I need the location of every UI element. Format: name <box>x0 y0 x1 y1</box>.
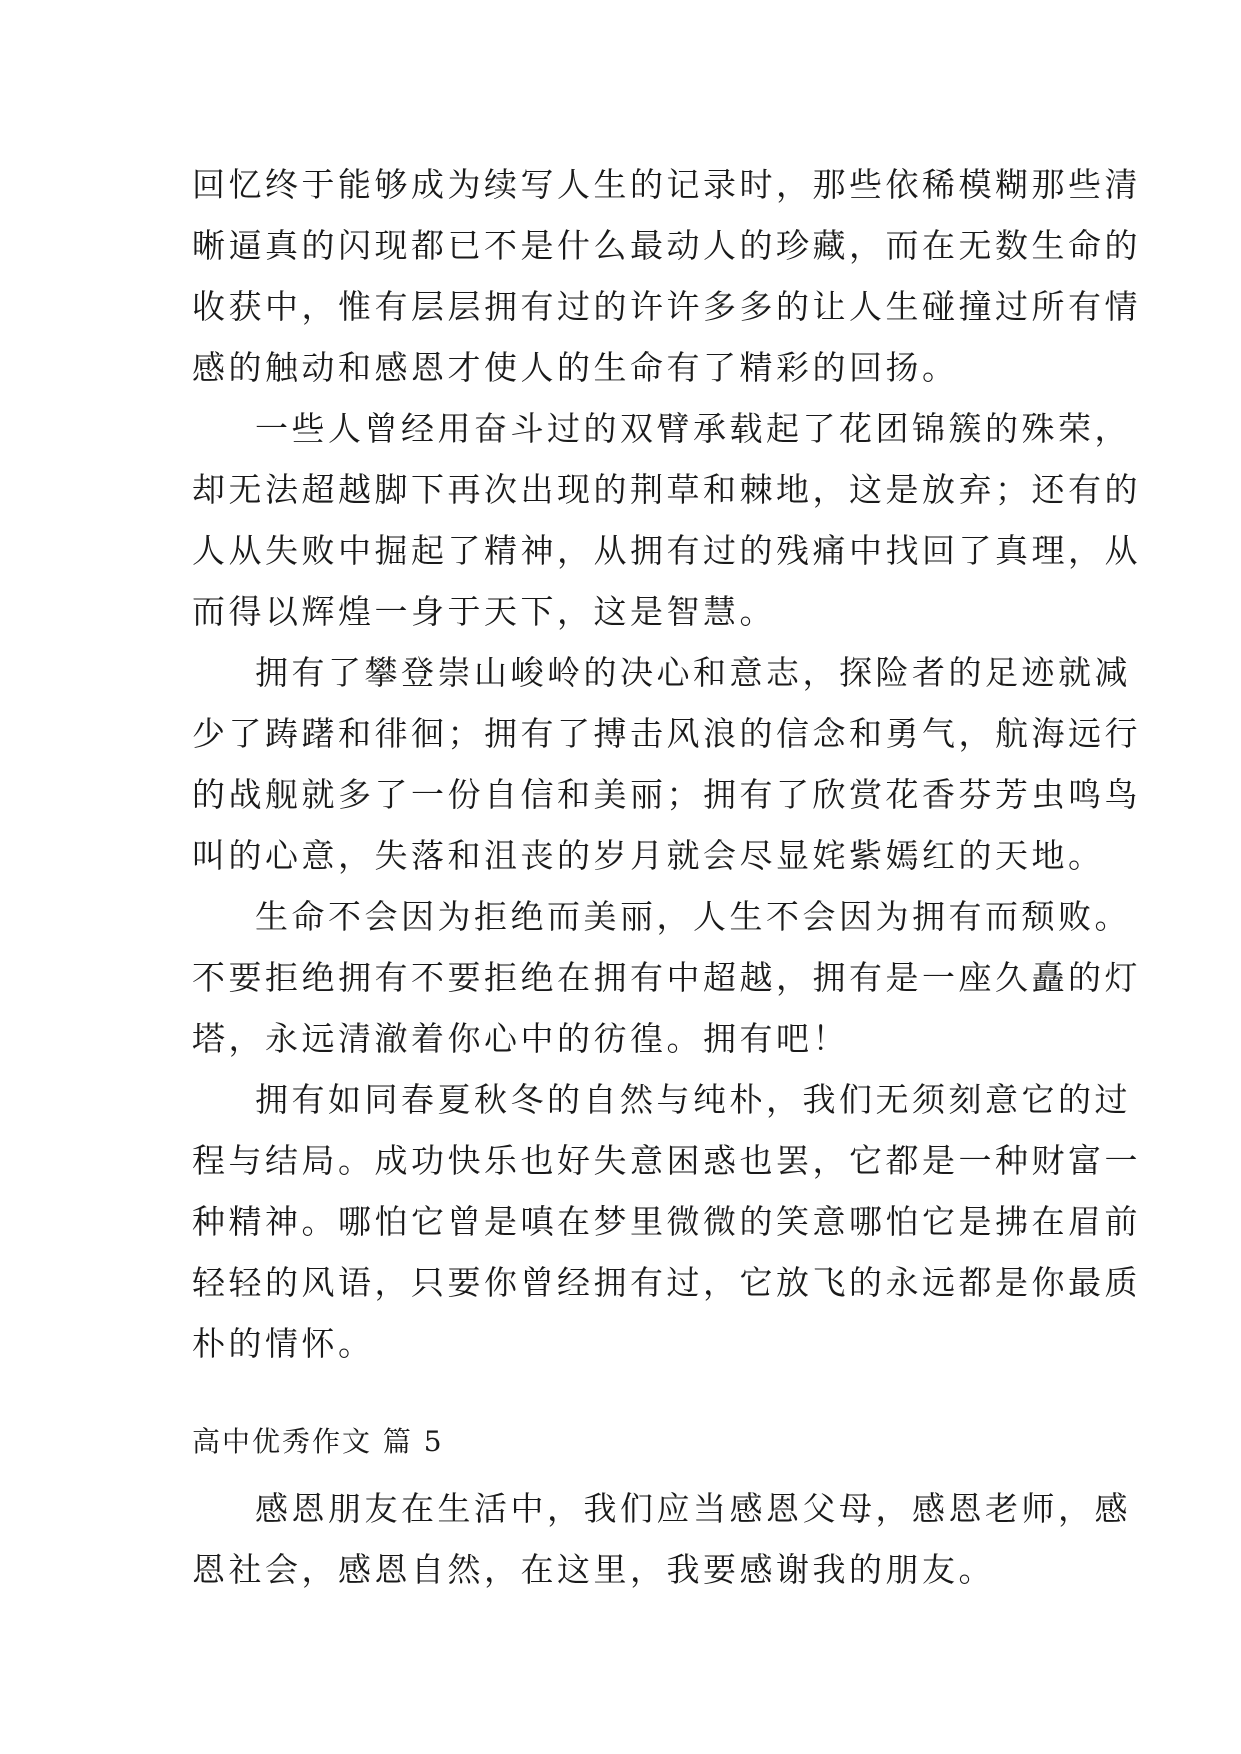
paragraph-3-line-2: 少了踌躇和徘徊；拥有了搏击风浪的信念和勇气，航海远行 <box>192 714 1141 753</box>
section-paragraph-line-2: 恩社会，感恩自然，在这里，我要感谢我的朋友。 <box>192 1550 995 1589</box>
paragraph-2-line-2: 却无法超越脚下再次出现的荆草和棘地，这是放弃；还有的 <box>192 470 1141 509</box>
section-heading: 高中优秀作文 篇 5 <box>192 1425 444 1458</box>
paragraph-2-line-3: 人从失败中掘起了精神，从拥有过的残痛中找回了真理，从 <box>192 531 1141 570</box>
paragraph-4-line-2: 不要拒绝拥有不要拒绝在拥有中超越，拥有是一座久矗的灯 <box>192 958 1141 997</box>
paragraph-5-line-4: 轻轻的风语，只要你曾经拥有过，它放飞的永远都是你最质 <box>192 1263 1141 1302</box>
paragraph-5-line-2: 程与结局。成功快乐也好失意困惑也罢，它都是一种财富一 <box>192 1141 1141 1180</box>
paragraph-3-line-1: 拥有了攀登崇山峻岭的决心和意志，探险者的足迹就减 <box>255 653 1131 692</box>
paragraph-5-line-3: 种精神。哪怕它曾是嗔在梦里微微的笑意哪怕它是拂在眉前 <box>192 1202 1141 1241</box>
paragraph-3-line-4: 叫的心意，失落和沮丧的岁月就会尽显姹紫嫣红的天地。 <box>192 836 1105 875</box>
paragraph-3-line-3: 的战舰就多了一份自信和美丽；拥有了欣赏花香芬芳虫鸣鸟 <box>192 775 1141 814</box>
paragraph-2-line-4: 而得以辉煌一身于天下，这是智慧。 <box>192 592 776 631</box>
paragraph-1-line-1: 回忆终于能够成为续写人生的记录时，那些依稀模糊那些清 <box>192 165 1141 204</box>
paragraph-2-line-1: 一些人曾经用奋斗过的双臂承载起了花团锦簇的殊荣， <box>255 409 1131 448</box>
paragraph-1-line-3: 收获中，惟有层层拥有过的许许多多的让人生碰撞过所有情 <box>192 287 1141 326</box>
paragraph-1-line-2: 晰逼真的闪现都已不是什么最动人的珍藏，而在无数生命的 <box>192 226 1141 265</box>
section-paragraph-line-1: 感恩朋友在生活中，我们应当感恩父母，感恩老师，感 <box>255 1489 1131 1528</box>
paragraph-5-line-5: 朴的情怀。 <box>192 1324 375 1363</box>
paragraph-4-line-1: 生命不会因为拒绝而美丽，人生不会因为拥有而颓败。 <box>255 897 1131 936</box>
paragraph-5-line-1: 拥有如同春夏秋冬的自然与纯朴，我们无须刻意它的过 <box>255 1080 1131 1119</box>
paragraph-1-line-4: 感的触动和感恩才使人的生命有了精彩的回扬。 <box>192 348 959 387</box>
paragraph-4-line-3: 塔，永远清澈着你心中的彷徨。拥有吧！ <box>192 1019 849 1058</box>
